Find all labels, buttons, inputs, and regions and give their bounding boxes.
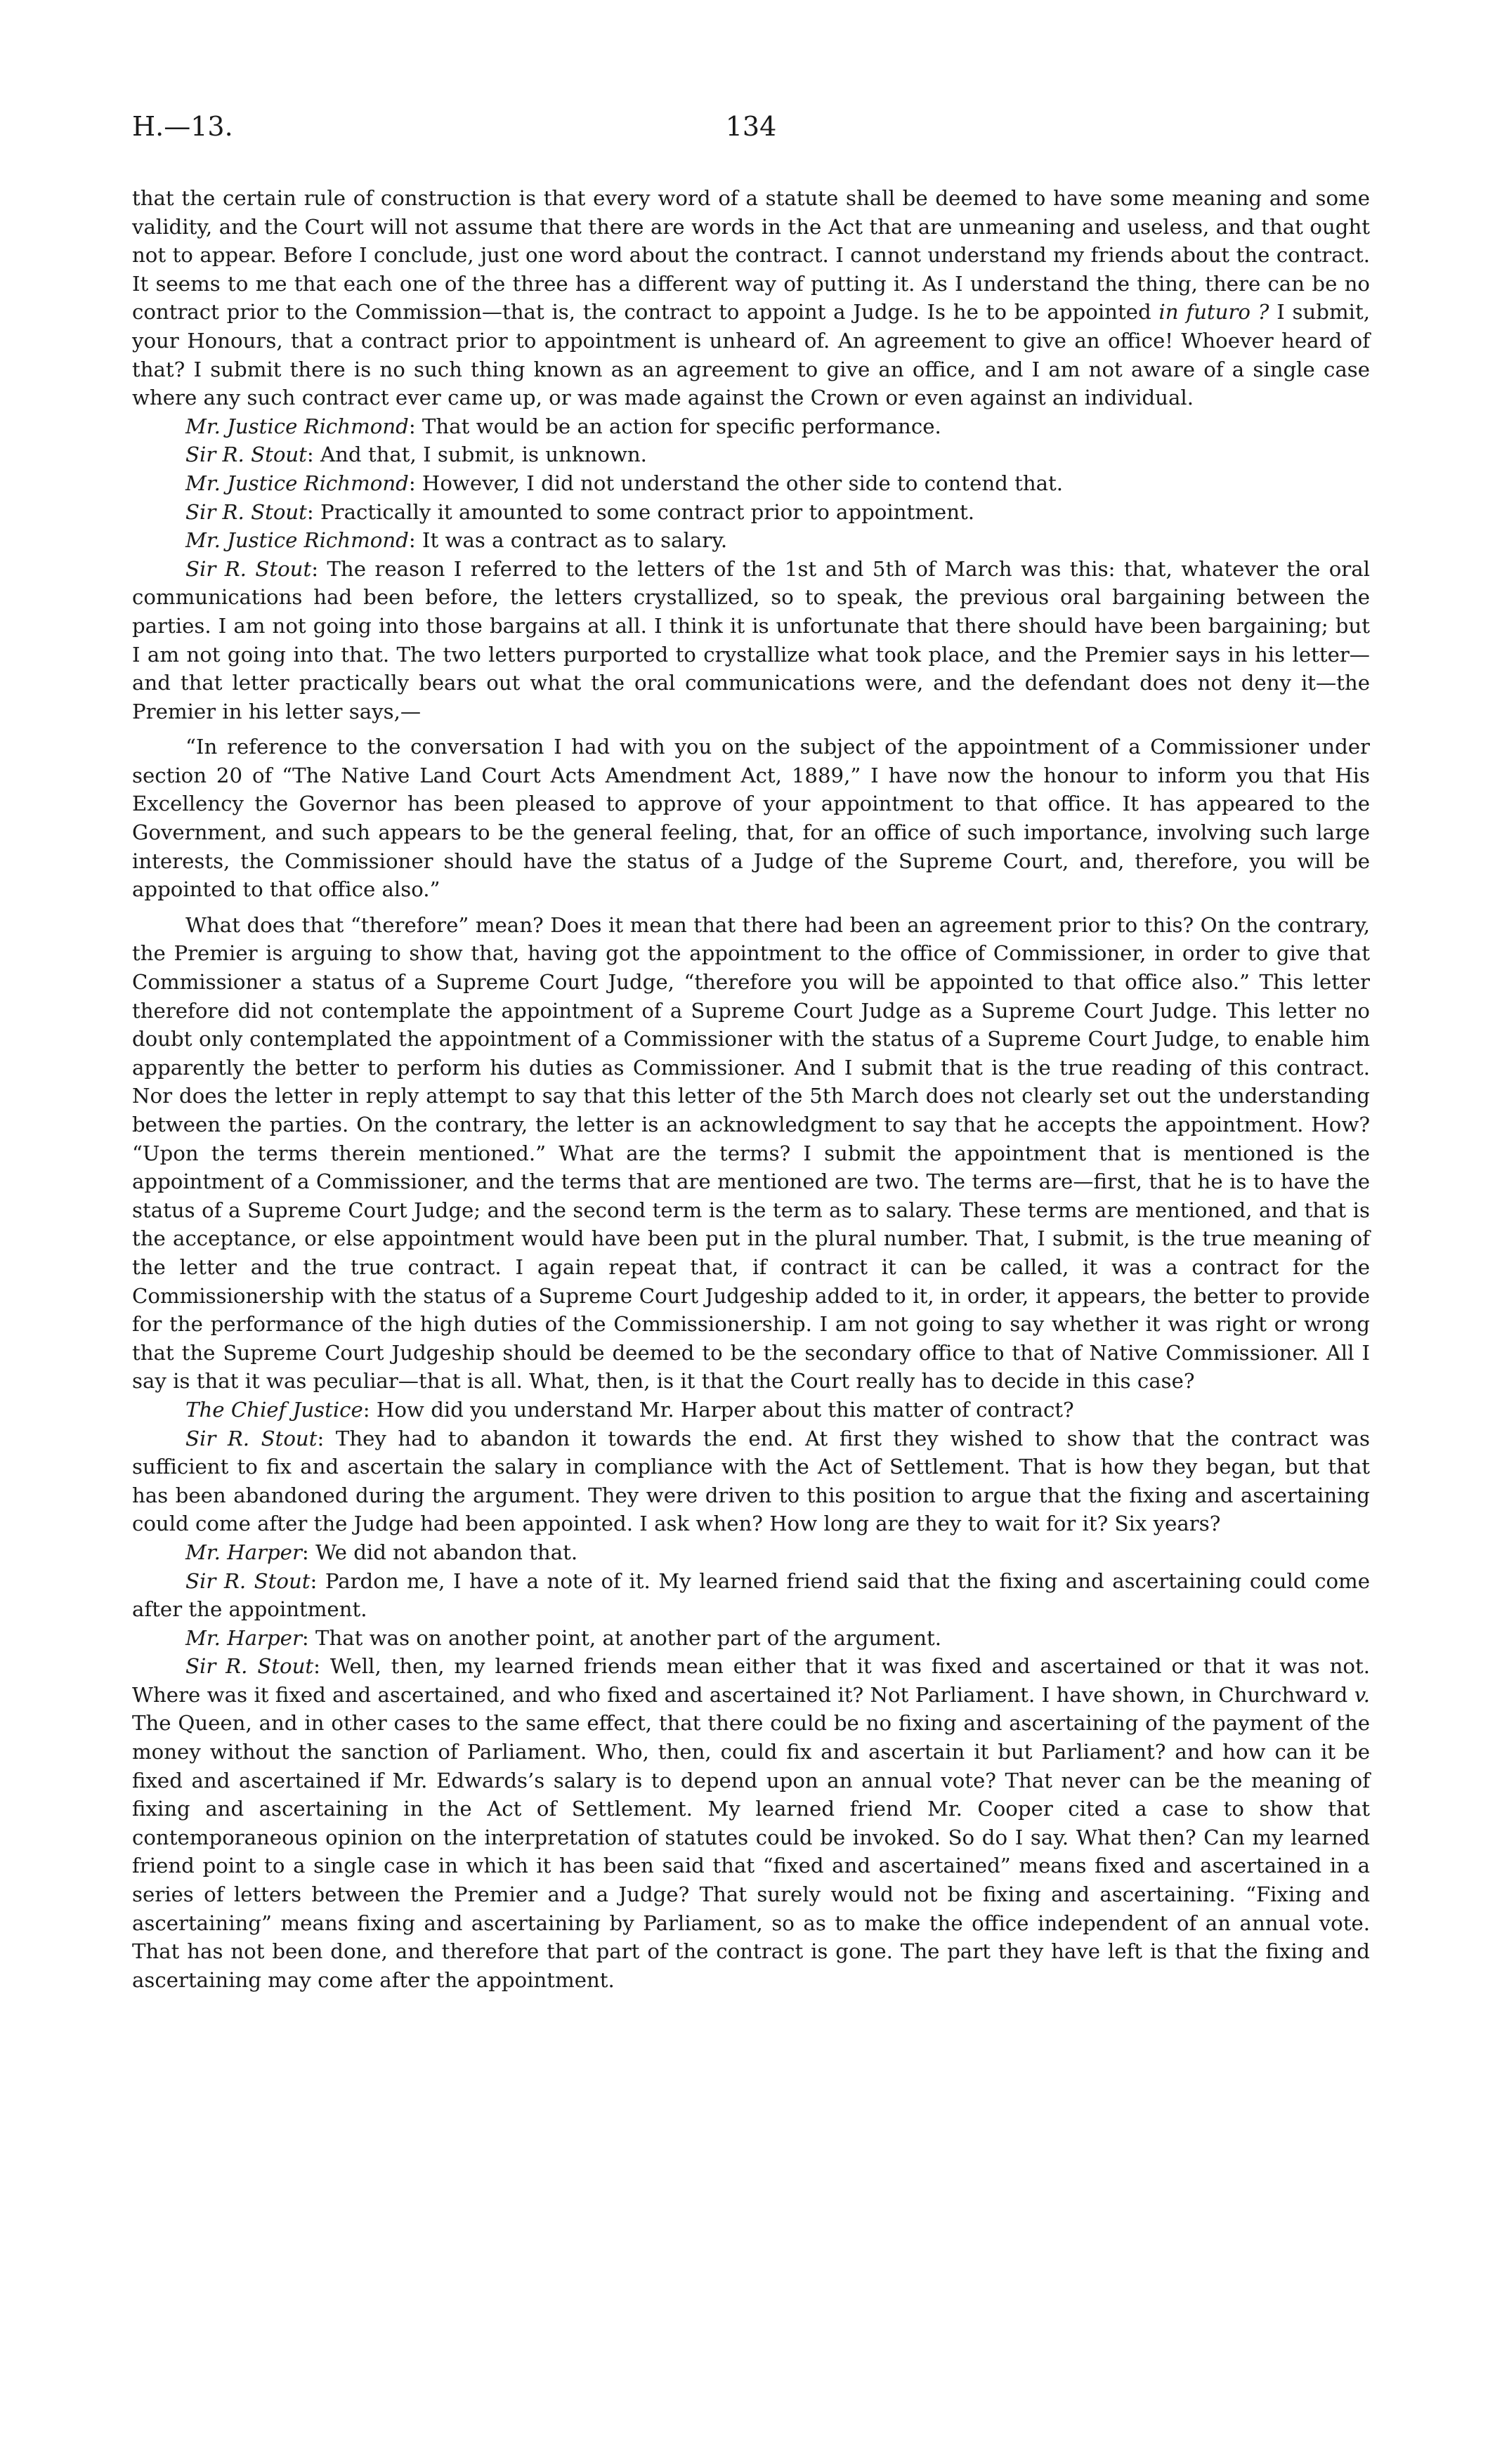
- speaker: Sir R. Stout: [185, 1568, 311, 1593]
- dialogue-line: Mr. Harper: We did not abandon that.: [185, 1540, 578, 1564]
- dialogue-line: Sir R. Stout: Pardon me, I have a note of it. My learned friend said that the fixing and ascertaining could come after the appointment.: [132, 1568, 1370, 1622]
- dialogue-line: Mr. Justice Richmond: However, I did not understand the other side to contend that.: [185, 471, 1064, 495]
- speaker: Mr. Harper: [185, 1540, 302, 1564]
- speaker: Sir R. Stout: [185, 556, 312, 581]
- dialogue-line: Sir R. Stout: Practically it amounted to some contract prior to appointment.: [185, 499, 974, 524]
- speaker: Mr. Justice Richmond: [185, 471, 409, 495]
- speaker: Mr. Justice Richmond: [185, 414, 409, 438]
- dialogue-line: Mr. Justice Richmond: That would be an action for specific performance.: [185, 414, 941, 438]
- speaker: The Chief Justice: [185, 1397, 363, 1422]
- dialogue-line: Sir R. Stout: They had to abandon it towards the end. At first they wished to show that the contract was sufficient to fix and ascertain the salary in compliance with the Act of Settlement. That is how they began, but that has been abandoned during the argument. They were driven to this position to argue that the fixing and ascertaining could come after the Judge had been appointed. I ask when? How long are they to wait for it? Six years?: [132, 1426, 1370, 1536]
- dialogue-line: Sir R. Stout: And that, I submit, is unknown.: [185, 443, 647, 467]
- dialogue-line: Mr. Justice Richmond: It was a contract as to salary.: [185, 528, 728, 553]
- document-reference: H.—13.: [132, 111, 233, 142]
- speaker: Sir R. Stout: [185, 443, 307, 467]
- speaker: Mr. Harper: [185, 1625, 302, 1650]
- speaker: Sir R. Stout: [185, 1426, 318, 1450]
- dialogue-line: The Chief Justice: How did you understand Mr. Harper about this matter of contract?: [185, 1397, 1074, 1422]
- page-number: 134: [725, 111, 777, 142]
- quoted-letter: “In reference to the conversation I had with you on the subject of the appointment of a Commissioner under section 20 of “The Native Land Court Acts Amendment Act, 1889,” I have now the honour to inform you that His Excellency the Governor has been pleased to approve of your appointment to that office. It has appeared to the Government, and such appears to be the general feeling, that, for an office of such importance, involving such large interests, the Commissioner should have the status of a Judge of the Supreme Court, and, therefore, you will be appointed to that office also.”: [132, 735, 1370, 902]
- dialogue-line: Sir R. Stout: The reason I referred to the letters of the 1st and 5th of March was this: that, whatever the oral communications had been before, the letters crystallized, so to speak, the previous oral bargaining between the parties. I am not going into those bargains at all. I think it is unfortunate that there should have been bargaining; but I am not going into that. The two letters purported to crystallize what took place, and the Premier says in his letter—and that letter practically bears out what the oral communications were, and the defendant does not deny it—the Premier in his letter says,—: [132, 556, 1370, 723]
- paragraph: that the certain rule of construction is that every word of a statute shall be deemed to have some meaning and some validity, and the Court will not assume that there are words in the Act that are unmeaning and useless, and that ought not to appear. Before I conclude, just one word about the contract. I cannot understand my friends about the contract. It seems to me that each one of the three has a different way of putting it. As I understand the thing, there can be no contract prior to the Commission—that is, the contract to appoint a Judge. Is he to be appointed in futuro ? I submit, your Honours, that a contract prior to appointment is unheard of. An agreement to give an office! Whoever heard of that? I submit there is no such thing known as an agreement to give an office, and I am not aware of a single case where any such contract ever came up, or was made against the Crown or even against an individual.: [132, 186, 1370, 410]
- page-header: [132, 111, 1370, 153]
- speaker: Sir R. Stout: [185, 1654, 314, 1679]
- dialogue-line: Sir R. Stout: Well, then, my learned friends mean either that it was fixed and ascertained or that it was not. Where was it fixed and ascertained, and who fixed and ascertained it? Not Parliament. I have shown, in Churchward v. The Queen, and in other cases to the same effect, that there could be no fixing and ascertaining of the payment of the money without the sanction of Parliament. Who, then, could fix and ascertain it but Parliament? and how can it be fixed and ascertained if Mr. Edwards’s salary is to depend upon an annual vote? That never can be the meaning of fixing and ascertaining in the Act of Settlement. My learned friend Mr. Cooper cited a case to show that contemporaneous opinion on the interpretation of statutes could be invoked. So do I say. What then? Can my learned friend point to a single case in which it has been said that “fixed and ascertained” means fixed and ascertained in a series of letters between the Premier and a Judge? That surely would not be fixing and ascertaining. “Fixing and ascertaining” means fixing and ascertaining by Parliament, so as to make the office independent of an annual vote. That has not been done, and therefore that part of the contract is gone. The part they have left is that the fixing and ascertaining may come after the appointment.: [132, 1654, 1371, 1992]
- paragraph: What does that “therefore” mean? Does it mean that there had been an agreement prior to this? On the contrary, the Premier is arguing to show that, having got the appointment to the office of Commissioner, in order to give that Commissioner a status of a Supreme Court Judge, “therefore you will be appointed to that office also.” This letter therefore did not contemplate the appointment of a Supreme Court Judge as a Supreme Court Judge. This letter no doubt only contemplated the appointment of a Commissioner with the status of a Supreme Court Judge, to enable him apparently the better to perform his duties as Commissioner. And I submit that is the true reading of this contract. Nor does the letter in reply attempt to say that this letter of the 5th March does not clearly set out the understanding between the parties. On the contrary, the letter is an acknowledgment to say that he accepts the appointment. How? “Upon the terms therein mentioned.” What are the terms? I submit the appointment that is mentioned is the appointment of a Commissioner, and the terms that are mentioned are two. The terms are—first, that he is to have the status of a Supreme Court Judge; and the second term is the term as to salary. These terms are mentioned, and that is the acceptance, or else appointment would have been put in the plural number. That, I submit, is the true meaning of the letter and the true contract. I again repeat that, if contract it can be called, it was a contract for the Commissionership with the status of a Supreme Court Judgeship added to it, in order, it appears, the better to provide for the performance of the high duties of the Commissionership. I am not going to say whether it was right or wrong that the Supreme Court Judgeship should be deemed to be the secondary office to that of Native Commissioner. All I say is that it was peculiar—that is all. What, then, is it that the Court really has to decide in this case?: [132, 912, 1370, 1394]
- speaker: Sir R. Stout: [185, 499, 307, 524]
- dialogue-line: Mr. Harper: That was on another point, at another part of the argument.: [185, 1625, 942, 1650]
- body-text: [132, 184, 1370, 1994]
- speaker: Mr. Justice Richmond: [185, 528, 409, 553]
